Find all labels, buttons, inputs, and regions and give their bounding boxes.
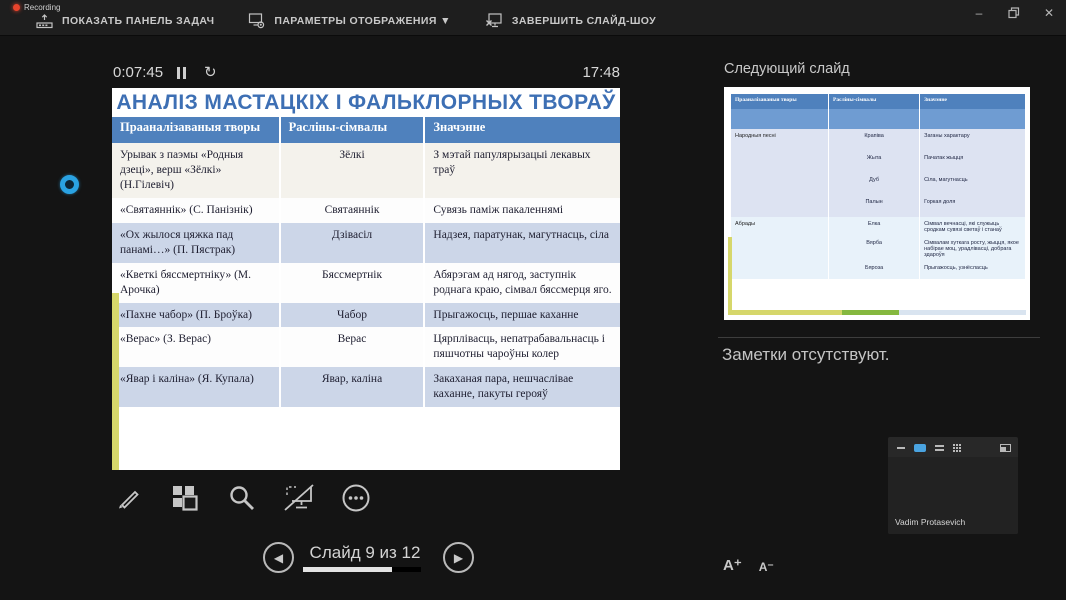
notes-status: Заметки отсутствуют. (722, 345, 890, 364)
preview-bottom-strip (730, 310, 1026, 315)
end-slideshow-label: ЗАВЕРШИТЬ СЛАЙД-ШОУ (511, 14, 657, 27)
table-row (112, 327, 620, 367)
preview-cell: Елка (828, 217, 919, 236)
progress-fill (303, 567, 392, 572)
preview-group-rites (731, 217, 1025, 279)
preview-column-header: Прааналізаваныя творы (735, 97, 797, 103)
more-options-button[interactable] (338, 479, 374, 517)
preview-cell: Пачатак жыцця (919, 151, 1025, 173)
table-row (112, 263, 620, 303)
show-taskbar-button[interactable] (36, 13, 214, 29)
column-header: Расліны-сімвалы (280, 117, 425, 143)
column-header: Значэнне (424, 117, 620, 143)
table-row (112, 143, 620, 198)
cell-meaning: З мэтай папулярызацыі лекавых траў (424, 143, 620, 198)
preview-cell: Крапіва (828, 129, 919, 151)
preview-column-header: Значэнне (919, 94, 1025, 109)
restore-button[interactable] (1005, 4, 1023, 22)
cell-meaning: Цярплівасць, непатрабавальнасць і пяшчотны чароўны колер (424, 327, 620, 367)
preview-column-header: Расліны-сімвалы (828, 94, 919, 109)
webcam-list-view-icon[interactable] (935, 445, 944, 451)
screen-toggle-icon (282, 482, 316, 514)
cell-work: Урывак з паэмы «Родныя дзеці», верш «Зёлкі» (Н.Гілевіч) (120, 149, 244, 191)
slide-counter: Слайд 9 из 12 (309, 543, 421, 562)
cell-work: «Кветкі бяссмертніку» (М. Арочка) (120, 268, 252, 296)
cell-work: «Верас» (З. Верас) (120, 333, 212, 346)
arrow-right-icon: ▶ (453, 550, 464, 565)
recording-label: Recording (24, 3, 61, 12)
preview-cell: Сімвалам хуткага росту, жыцця, якое набірае моц, урадлівасці, добрага здароўя (919, 236, 1025, 261)
cell-plant: Дзівасіл (280, 223, 425, 263)
cell-plant: Явар, каліна (280, 367, 425, 407)
cell-meaning: Сувязь паміж пакаленнямі (424, 198, 620, 223)
preview-cell: Палын (828, 195, 919, 217)
notes-font-controls (723, 556, 774, 574)
slideshow-progress-bar (303, 567, 421, 572)
black-screen-button[interactable] (281, 479, 317, 517)
cell-meaning: Надзея, паратунак, магутнасць, сіла (424, 223, 620, 263)
table-header-row (112, 117, 620, 143)
preview-cell: Дуб (828, 173, 919, 195)
preview-group-name: Абрады (735, 221, 756, 227)
preview-cell: Горкая доля (919, 195, 1025, 217)
cell-meaning: Прыгажосць, першае каханне (424, 303, 620, 328)
top-bar (0, 0, 1066, 36)
cell-plant: Верас (280, 327, 425, 367)
cell-plant: Зёлкі (280, 143, 425, 198)
presenter-menu (36, 12, 656, 29)
preview-accent-bar (728, 237, 732, 315)
cell-plant: Чабор (280, 303, 425, 328)
webcam-grid-view-icon[interactable] (953, 444, 961, 452)
timer-row (113, 64, 620, 86)
current-slide[interactable] (112, 88, 620, 470)
webcam-video-feed (888, 457, 1018, 534)
preview-group-name: Народныя песні (735, 133, 776, 139)
elapsed-time: 0:07:45 (113, 64, 164, 81)
preview-cell: Жыта (828, 151, 919, 173)
font-increase-button[interactable]: A⁺ (723, 557, 742, 574)
pen-icon (113, 483, 143, 513)
all-slides-icon (169, 482, 201, 514)
table-row (112, 198, 620, 223)
more-options-icon (340, 482, 372, 514)
recording-badge (13, 3, 60, 12)
recording-dot-icon (13, 4, 20, 11)
cell-meaning: Абярэгам ад нягод, заступнік роднага краю, сімвал бяссмерця яго. (424, 263, 620, 303)
table-row (112, 223, 620, 263)
preview-cell: Бяроза (828, 261, 919, 279)
table-row (112, 367, 620, 407)
preview-cell: Заганы характару (919, 129, 1025, 151)
next-slide-panel-title: Следующий слайд (724, 61, 850, 77)
slide-title: АНАЛІЗ МАСТАЦКІХ І ФАЛЬКЛОРНЫХ ТВОРАЎ (116, 91, 616, 114)
cell-plant: Бяссмертнік (280, 263, 425, 303)
panel-divider (718, 337, 1040, 338)
cell-work: «Святаяннік» (С. Панізнік) (120, 203, 253, 216)
cell-work: «Ох жылося цяжка пад панамі…» (П. Пястрак) (120, 228, 236, 256)
slide-table (112, 117, 620, 407)
participant-name: Vadim Protasevich (895, 517, 966, 527)
presenter-tools (110, 479, 374, 517)
zoom-slide-button[interactable] (224, 479, 260, 517)
webcam-toolbar (897, 443, 1011, 453)
webcam-overlay (888, 437, 1018, 534)
cell-plant: Святаяннік (280, 198, 425, 223)
table-row (112, 303, 620, 328)
end-slideshow-button[interactable] (485, 12, 656, 29)
show-taskbar-label: ПОКАЗАТЬ ПАНЕЛЬ ЗАДАЧ (62, 14, 215, 27)
cell-work: «Пахне чабор» (П. Броўка) (120, 308, 252, 321)
next-slide-preview (724, 87, 1030, 320)
preview-cell: Вярба (828, 236, 919, 261)
all-slides-button[interactable] (167, 479, 203, 517)
current-time: 17:48 (582, 64, 620, 81)
end-slideshow-icon (485, 12, 503, 29)
preview-cell: Сімвал вечнасці, які служыць сродкам сувязі светаў і станаў (919, 217, 1025, 236)
display-options-button[interactable] (248, 12, 451, 29)
slide-accent-bar (112, 293, 119, 470)
arrow-left-icon: ◀ (273, 550, 284, 565)
pen-tool-button[interactable] (110, 479, 146, 517)
preview-group-folk-songs (731, 129, 1025, 217)
reset-timer-button[interactable]: ↻ (204, 64, 217, 81)
preview-cell: Прыгажосць, узнёсласць (919, 261, 1025, 279)
previous-slide-button[interactable] (263, 542, 294, 573)
pause-timer-button[interactable] (177, 67, 186, 79)
preview-empty-band (731, 109, 1025, 129)
display-options-label: ПАРАМЕТРЫ ОТОБРАЖЕНИЯ ▼ (274, 14, 451, 27)
webcam-layout-icon[interactable] (1000, 444, 1011, 452)
window-controls (970, 4, 1058, 22)
cell-work: «Явар і каліна» (Я. Купала) (120, 373, 254, 386)
webcam-active-view-icon[interactable] (914, 444, 926, 452)
preview-table-header (731, 94, 1025, 109)
preview-cell: Сіла, магутнасць (919, 173, 1025, 195)
font-decrease-button[interactable]: A⁻ (758, 560, 774, 574)
cell-meaning: Закаханая пара, нешчаслівае каханне, пакуты герояў (424, 367, 620, 407)
close-button[interactable]: ✕ (1043, 6, 1055, 20)
taskbar-icon (36, 13, 53, 29)
minimize-button[interactable]: – (975, 6, 983, 20)
next-slide-button[interactable] (443, 542, 474, 573)
webcam-minimize-icon[interactable] (897, 447, 905, 449)
column-header: Прааналізаваныя творы (112, 117, 280, 143)
pointer-ring (60, 175, 79, 194)
magnifier-icon (227, 483, 257, 513)
display-settings-icon (248, 12, 265, 29)
